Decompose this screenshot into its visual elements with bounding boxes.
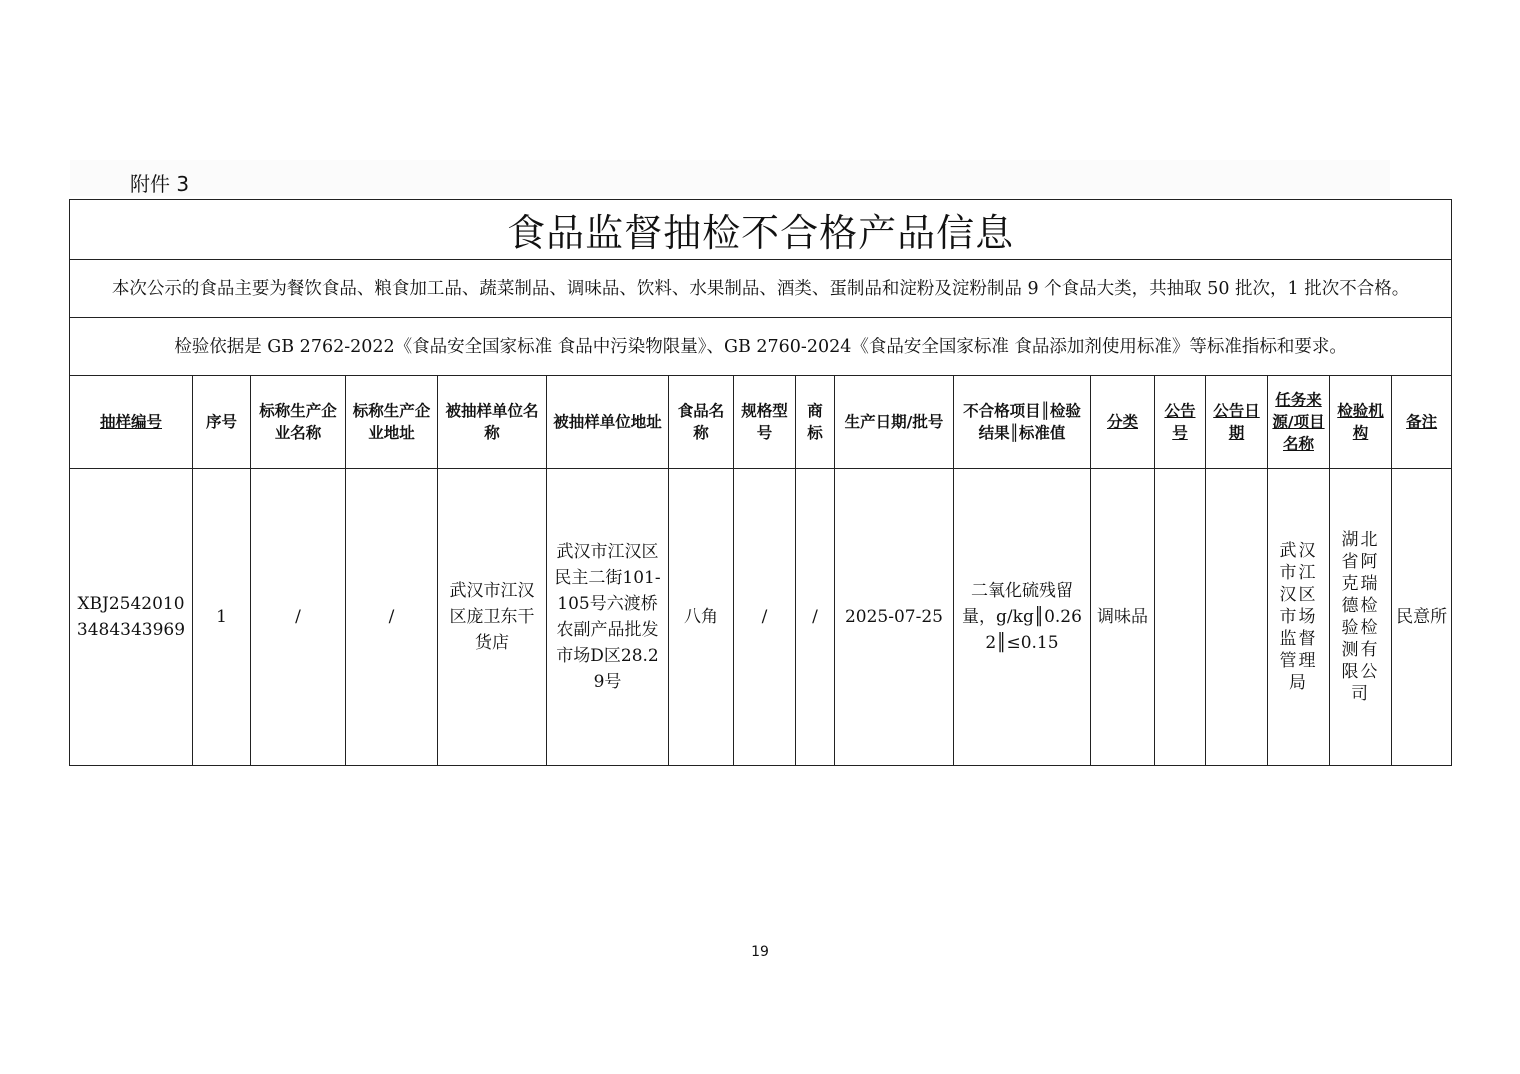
- attachment-label-bar: [70, 160, 1390, 196]
- header-task-source: 任务来源/项目名称: [1268, 376, 1330, 469]
- header-production-date: 生产日期/批号: [835, 376, 954, 469]
- cell-notice-date: [1206, 469, 1268, 766]
- header-manufacturer-address: 标称生产企业地址: [346, 376, 438, 469]
- table-row: [70, 469, 1452, 766]
- cell-trademark: /: [796, 469, 835, 766]
- description-basis: 检验依据是 GB 2762-2022《食品安全国家标准 食品中污染物限量》、GB 2760-2024《食品安全国家标准 食品添加剂使用标准》等标准指标和要求。: [70, 318, 1452, 376]
- cell-sample-no: XBJ25420103484343969: [70, 469, 193, 766]
- cell-task-source: 武汉市江汉区市场监督管理局: [1268, 469, 1330, 766]
- cell-spec: /: [734, 469, 796, 766]
- header-manufacturer-name: 标称生产企业名称: [251, 376, 346, 469]
- header-sample-no: 抽样编号: [70, 376, 193, 469]
- header-remark: 备注: [1392, 376, 1452, 469]
- cell-manufacturer-address: /: [346, 469, 438, 766]
- header-notice-no: 公告号: [1155, 376, 1206, 469]
- cell-manufacturer-name: /: [251, 469, 346, 766]
- header-spec: 规格型号: [734, 376, 796, 469]
- cell-failed-item: 二氧化硫残留量，g/kg║0.262║≤0.15: [954, 469, 1091, 766]
- cell-category: 调味品: [1091, 469, 1155, 766]
- cell-production-date: 2025-07-25: [835, 469, 954, 766]
- header-seq: 序号: [193, 376, 251, 469]
- attachment-label: 附件 3: [130, 172, 190, 196]
- table-title: 食品监督抽检不合格产品信息: [70, 200, 1452, 260]
- unqualified-products-table: [69, 199, 1452, 766]
- cell-sampled-unit-name: 武汉市江汉区庞卫东干货店: [438, 469, 547, 766]
- header-failed-item: 不合格项目║检验结果║标准值: [954, 376, 1091, 469]
- page-number: 19: [751, 944, 769, 960]
- header-category: 分类: [1091, 376, 1155, 469]
- cell-inspection-agency: 湖北省阿克瑞德检验检测有限公司: [1330, 469, 1392, 766]
- description-scope: 本次公示的食品主要为餐饮食品、粮食加工品、蔬菜制品、调味品、饮料、水果制品、酒类、蛋制品和淀粉及淀粉制品 9 个食品大类，共抽取 50 批次，1 批次不合格。: [70, 260, 1452, 318]
- cell-sampled-unit-address: 武汉市江汉区民主二街101-105号六渡桥农副产品批发市场D区28.29号: [547, 469, 669, 766]
- cell-remark: 民意所: [1392, 469, 1452, 766]
- header-food-name: 食品名称: [669, 376, 734, 469]
- cell-notice-no: [1155, 469, 1206, 766]
- header-trademark: 商标: [796, 376, 835, 469]
- header-inspection-agency: 检验机构: [1330, 376, 1392, 469]
- header-sampled-unit-address: 被抽样单位地址: [547, 376, 669, 469]
- cell-food-name: 八角: [669, 469, 734, 766]
- cell-seq: 1: [193, 469, 251, 766]
- header-sampled-unit-name: 被抽样单位名称: [438, 376, 547, 469]
- header-notice-date: 公告日期: [1206, 376, 1268, 469]
